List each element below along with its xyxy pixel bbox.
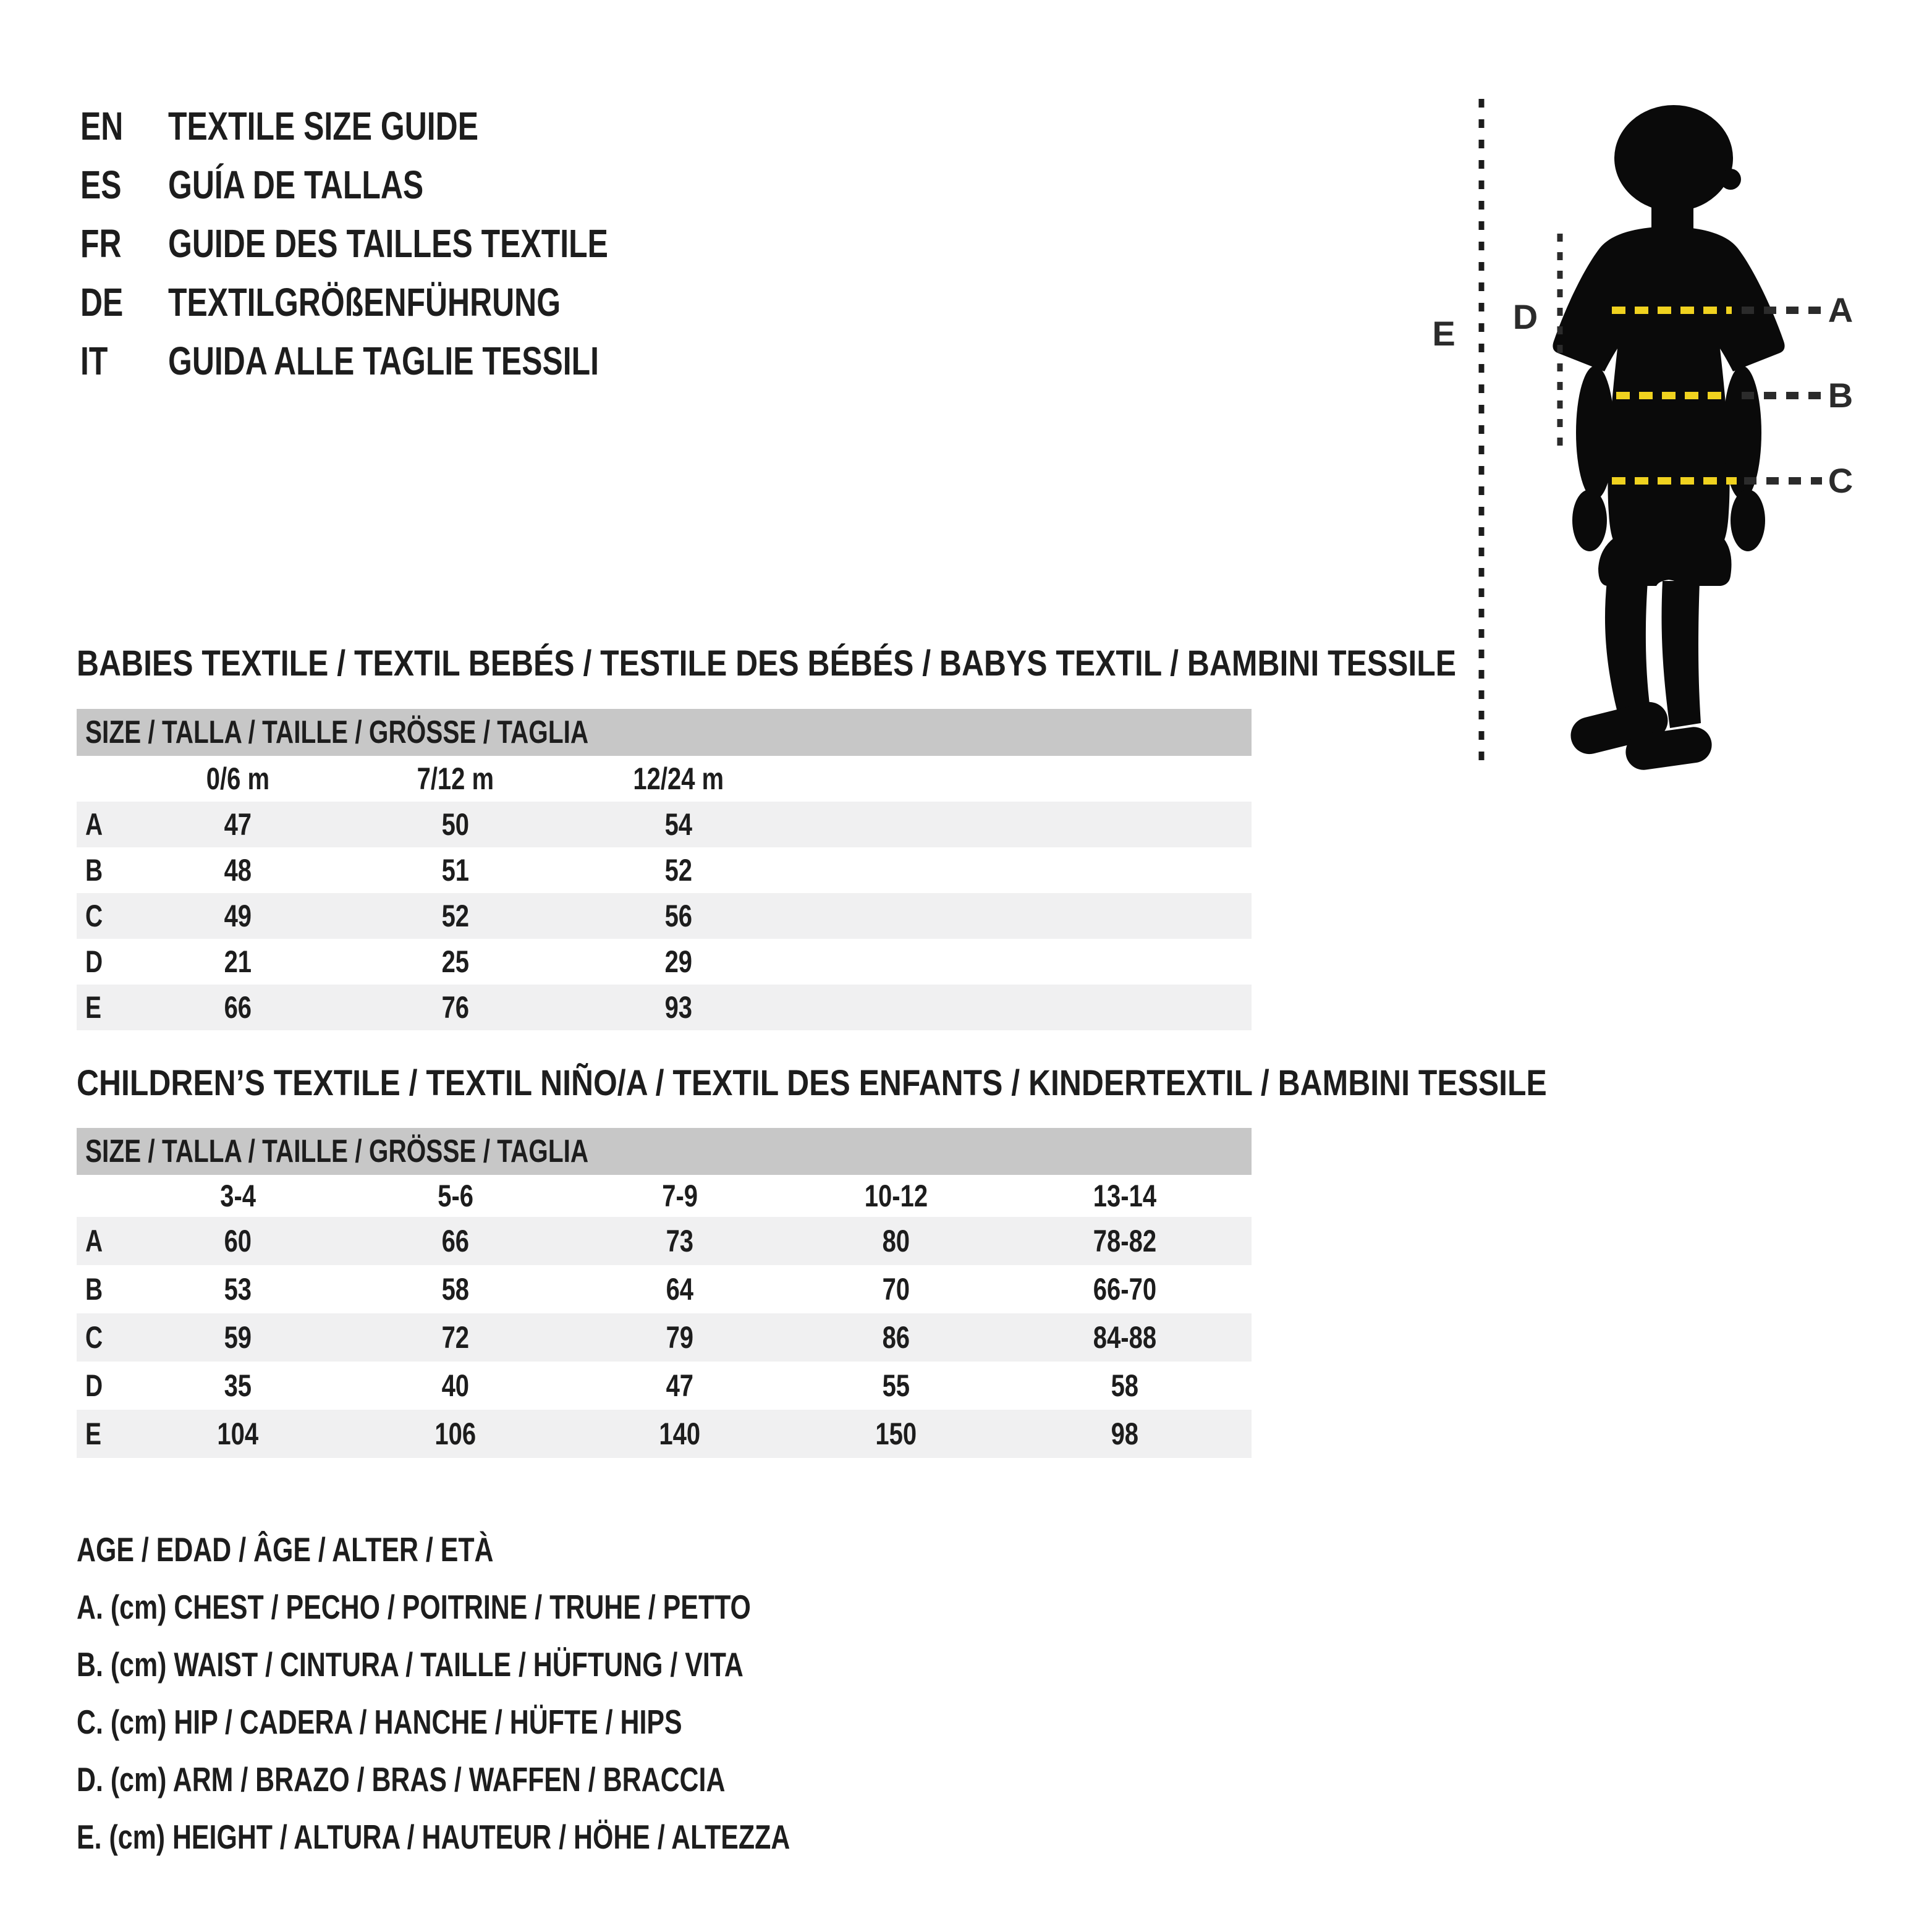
cell-value: 70 bbox=[882, 1272, 910, 1307]
language-row bbox=[80, 155, 732, 214]
cell-value: 48 bbox=[224, 853, 252, 888]
cell-value: 79 bbox=[666, 1320, 694, 1355]
row-label bbox=[77, 989, 157, 1025]
row-label-text: C bbox=[85, 899, 103, 933]
table-cell bbox=[592, 989, 765, 1025]
row-label bbox=[77, 898, 157, 934]
language-code: IT bbox=[80, 338, 108, 383]
column-header-cell bbox=[157, 761, 319, 797]
table-cell bbox=[157, 1223, 319, 1259]
table-cell bbox=[157, 1368, 319, 1404]
table-row bbox=[77, 939, 1252, 985]
language-title: TEXTILE SIZE GUIDE bbox=[168, 103, 479, 148]
language-title: GUIDE DES TAILLES TEXTILE bbox=[168, 221, 608, 266]
language-title: GUÍA DE TALLAS bbox=[168, 162, 424, 207]
cell-value: 59 bbox=[224, 1320, 252, 1355]
cell-value: 106 bbox=[434, 1417, 477, 1451]
cell-value: 50 bbox=[441, 807, 470, 842]
cell-value: 58 bbox=[441, 1272, 470, 1307]
cell-value: 25 bbox=[441, 944, 470, 979]
row-label bbox=[77, 944, 157, 980]
table-cell bbox=[1025, 1368, 1225, 1404]
table-cell bbox=[1025, 1223, 1225, 1259]
language-row bbox=[80, 214, 732, 273]
table-row bbox=[77, 1217, 1252, 1265]
language-row bbox=[80, 96, 732, 155]
column-header-cell bbox=[319, 761, 592, 797]
column-header-cell bbox=[768, 1178, 1025, 1214]
legend-line bbox=[77, 1693, 991, 1750]
row-label bbox=[77, 807, 157, 842]
legend-line bbox=[77, 1750, 991, 1808]
cell-value: 56 bbox=[664, 899, 693, 933]
row-label-text: D bbox=[85, 944, 103, 979]
column-header-cell bbox=[1025, 1178, 1225, 1214]
column-header-text: 10-12 bbox=[864, 1179, 928, 1213]
cell-value: 47 bbox=[666, 1368, 694, 1403]
row-label-text: A bbox=[85, 807, 103, 842]
cell-value: 140 bbox=[659, 1417, 701, 1451]
cell-value: 73 bbox=[666, 1224, 694, 1258]
table-cell bbox=[592, 1320, 768, 1355]
language-title: TEXTILGRÖßENFÜHRUNG bbox=[168, 279, 561, 324]
table-cell bbox=[1025, 1320, 1225, 1355]
table-cell bbox=[319, 1320, 592, 1355]
language-code: FR bbox=[80, 221, 122, 266]
table-cell bbox=[319, 989, 592, 1025]
row-label-text: D bbox=[85, 1368, 103, 1403]
babies-section-title-text: BABIES TEXTILE / TEXTIL BEBÉS / TESTILE DES BÉBÉS / BABYS TEXTIL / BAMBINI TESSILE bbox=[77, 643, 1456, 684]
row-label-text: B bbox=[85, 853, 103, 888]
language-row bbox=[80, 331, 732, 390]
children-table-rows bbox=[77, 1175, 1252, 1458]
waist-label: B bbox=[1828, 376, 1854, 415]
cell-value: 93 bbox=[664, 990, 693, 1025]
row-label-text: A bbox=[85, 1224, 103, 1258]
cell-value: 150 bbox=[875, 1417, 917, 1451]
table-cell bbox=[768, 1271, 1025, 1307]
column-header-text: 0/6 m bbox=[206, 761, 270, 796]
column-header-text: 3-4 bbox=[220, 1179, 256, 1213]
column-header-row bbox=[77, 756, 1252, 802]
column-header-cell bbox=[157, 1178, 319, 1214]
chest-label: A bbox=[1828, 290, 1854, 329]
children-section-title bbox=[77, 1063, 1786, 1103]
row-label-text: E bbox=[85, 990, 102, 1025]
legend-line-text: C. (cm) HIP / CADERA / HANCHE / HÜFTE / HIPS bbox=[77, 1702, 682, 1741]
children-size-table bbox=[77, 1128, 1252, 1458]
table-cell bbox=[592, 898, 765, 934]
table-cell bbox=[157, 989, 319, 1025]
cell-value: 78-82 bbox=[1093, 1224, 1157, 1258]
cell-value: 40 bbox=[441, 1368, 470, 1403]
table-cell bbox=[1025, 1416, 1225, 1452]
babies-table-rows bbox=[77, 756, 1252, 1030]
height-label: E bbox=[1432, 314, 1455, 353]
table-row bbox=[77, 985, 1252, 1030]
row-label bbox=[77, 852, 157, 888]
cell-value: 76 bbox=[441, 990, 470, 1025]
cell-value: 80 bbox=[882, 1224, 910, 1258]
column-header-text: 5-6 bbox=[438, 1179, 473, 1213]
table-cell bbox=[157, 1320, 319, 1355]
table-cell bbox=[768, 1223, 1025, 1259]
table-cell bbox=[592, 807, 765, 842]
cell-value: 52 bbox=[664, 853, 693, 888]
row-label-text: C bbox=[85, 1320, 103, 1355]
children-size-header-bar bbox=[77, 1128, 1252, 1175]
cell-value: 55 bbox=[882, 1368, 910, 1403]
table-cell bbox=[319, 898, 592, 934]
cell-value: 86 bbox=[882, 1320, 910, 1355]
cell-value: 66-70 bbox=[1093, 1272, 1157, 1307]
table-cell bbox=[319, 1223, 592, 1259]
arm-label: D bbox=[1512, 297, 1538, 336]
column-header-cell bbox=[319, 1178, 592, 1214]
legend-line-text: AGE / EDAD / ÂGE / ALTER / ETÀ bbox=[77, 1530, 494, 1569]
cell-value: 72 bbox=[441, 1320, 470, 1355]
babies-size-header-bar bbox=[77, 709, 1252, 756]
language-code: ES bbox=[80, 162, 122, 207]
language-title: GUIDA ALLE TAGLIE TESSILI bbox=[168, 338, 600, 383]
legend-line bbox=[77, 1578, 991, 1635]
column-header-text: 7/12 m bbox=[417, 761, 494, 796]
babies-section-title bbox=[77, 643, 1680, 683]
babies-size-table bbox=[77, 709, 1252, 1030]
cell-value: 35 bbox=[224, 1368, 252, 1403]
column-header-text: 13-14 bbox=[1093, 1179, 1157, 1213]
table-cell bbox=[157, 1271, 319, 1307]
row-label bbox=[77, 1223, 157, 1259]
cell-value: 21 bbox=[224, 944, 252, 979]
column-header-cell bbox=[592, 761, 765, 797]
cell-value: 98 bbox=[1111, 1417, 1139, 1451]
table-cell bbox=[319, 807, 592, 842]
legend-line bbox=[77, 1520, 991, 1578]
row-label bbox=[77, 1320, 157, 1355]
table-row bbox=[77, 893, 1252, 939]
cell-value: 104 bbox=[217, 1417, 259, 1451]
column-header-cell bbox=[592, 1178, 768, 1214]
size-header-text: SIZE / TALLA / TAILLE / GRÖSSE / TAGLIA bbox=[85, 1133, 589, 1169]
cell-value: 64 bbox=[666, 1272, 694, 1307]
table-cell bbox=[1025, 1271, 1225, 1307]
cell-value: 29 bbox=[664, 944, 693, 979]
column-header-text: 7-9 bbox=[662, 1179, 698, 1213]
cell-value: 52 bbox=[441, 899, 470, 933]
table-cell bbox=[319, 852, 592, 888]
cell-value: 51 bbox=[441, 853, 470, 888]
table-cell bbox=[157, 944, 319, 980]
legend-line bbox=[77, 1635, 991, 1693]
legend-line-text: B. (cm) WAIST / CINTURA / TAILLE / HÜFTUNG / VITA bbox=[77, 1645, 744, 1684]
hip-label: C bbox=[1828, 461, 1854, 500]
language-list bbox=[80, 96, 732, 390]
table-cell bbox=[157, 852, 319, 888]
table-row bbox=[77, 1410, 1252, 1458]
cell-value: 66 bbox=[224, 990, 252, 1025]
cell-value: 49 bbox=[224, 899, 252, 933]
cell-value: 47 bbox=[224, 807, 252, 842]
child-measurement-figure bbox=[1421, 87, 1932, 803]
cell-value: 66 bbox=[441, 1224, 470, 1258]
row-label-text: E bbox=[85, 1417, 102, 1451]
table-row bbox=[77, 1313, 1252, 1362]
table-cell bbox=[592, 852, 765, 888]
table-cell bbox=[768, 1416, 1025, 1452]
legend-line-text: A. (cm) CHEST / PECHO / POITRINE / TRUHE / PETTO bbox=[77, 1587, 751, 1626]
table-cell bbox=[319, 1368, 592, 1404]
row-label bbox=[77, 1271, 157, 1307]
cell-value: 53 bbox=[224, 1272, 252, 1307]
language-row bbox=[80, 273, 732, 331]
table-row bbox=[77, 1265, 1252, 1313]
table-row bbox=[77, 1362, 1252, 1410]
table-cell bbox=[157, 898, 319, 934]
size-header-text: SIZE / TALLA / TAILLE / GRÖSSE / TAGLIA bbox=[85, 714, 589, 750]
table-cell bbox=[592, 1368, 768, 1404]
table-cell bbox=[592, 1271, 768, 1307]
table-cell bbox=[768, 1320, 1025, 1355]
language-code: DE bbox=[80, 279, 124, 324]
row-label-text: B bbox=[85, 1272, 103, 1307]
table-cell bbox=[768, 1368, 1025, 1404]
legend-line bbox=[77, 1808, 991, 1865]
column-header-text: 12/24 m bbox=[633, 761, 724, 796]
cell-value: 54 bbox=[664, 807, 693, 842]
table-cell bbox=[319, 1416, 592, 1452]
row-label bbox=[77, 1368, 157, 1404]
table-row bbox=[77, 847, 1252, 893]
table-cell bbox=[592, 944, 765, 980]
row-label bbox=[77, 1416, 157, 1452]
cell-value: 84-88 bbox=[1093, 1320, 1157, 1355]
cell-value: 58 bbox=[1111, 1368, 1139, 1403]
column-header-row bbox=[77, 1175, 1252, 1217]
table-cell bbox=[319, 1271, 592, 1307]
cell-value: 60 bbox=[224, 1224, 252, 1258]
language-code: EN bbox=[80, 103, 124, 148]
legend-line-text: D. (cm) ARM / BRAZO / BRAS / WAFFEN / BRACCIA bbox=[77, 1760, 726, 1799]
table-cell bbox=[157, 1416, 319, 1452]
children-section-title-text: CHILDREN’S TEXTILE / TEXTIL NIÑO/A / TEXTIL DES ENFANTS / KINDERTEXTIL / BAMBINI TESSILE bbox=[77, 1062, 1547, 1103]
table-cell bbox=[319, 944, 592, 980]
table-row bbox=[77, 802, 1252, 847]
measurement-legend bbox=[77, 1520, 991, 1865]
table-cell bbox=[157, 807, 319, 842]
table-cell bbox=[592, 1223, 768, 1259]
table-cell bbox=[592, 1416, 768, 1452]
legend-line-text: E. (cm) HEIGHT / ALTURA / HAUTEUR / HÖHE / ALTEZZA bbox=[77, 1817, 790, 1856]
